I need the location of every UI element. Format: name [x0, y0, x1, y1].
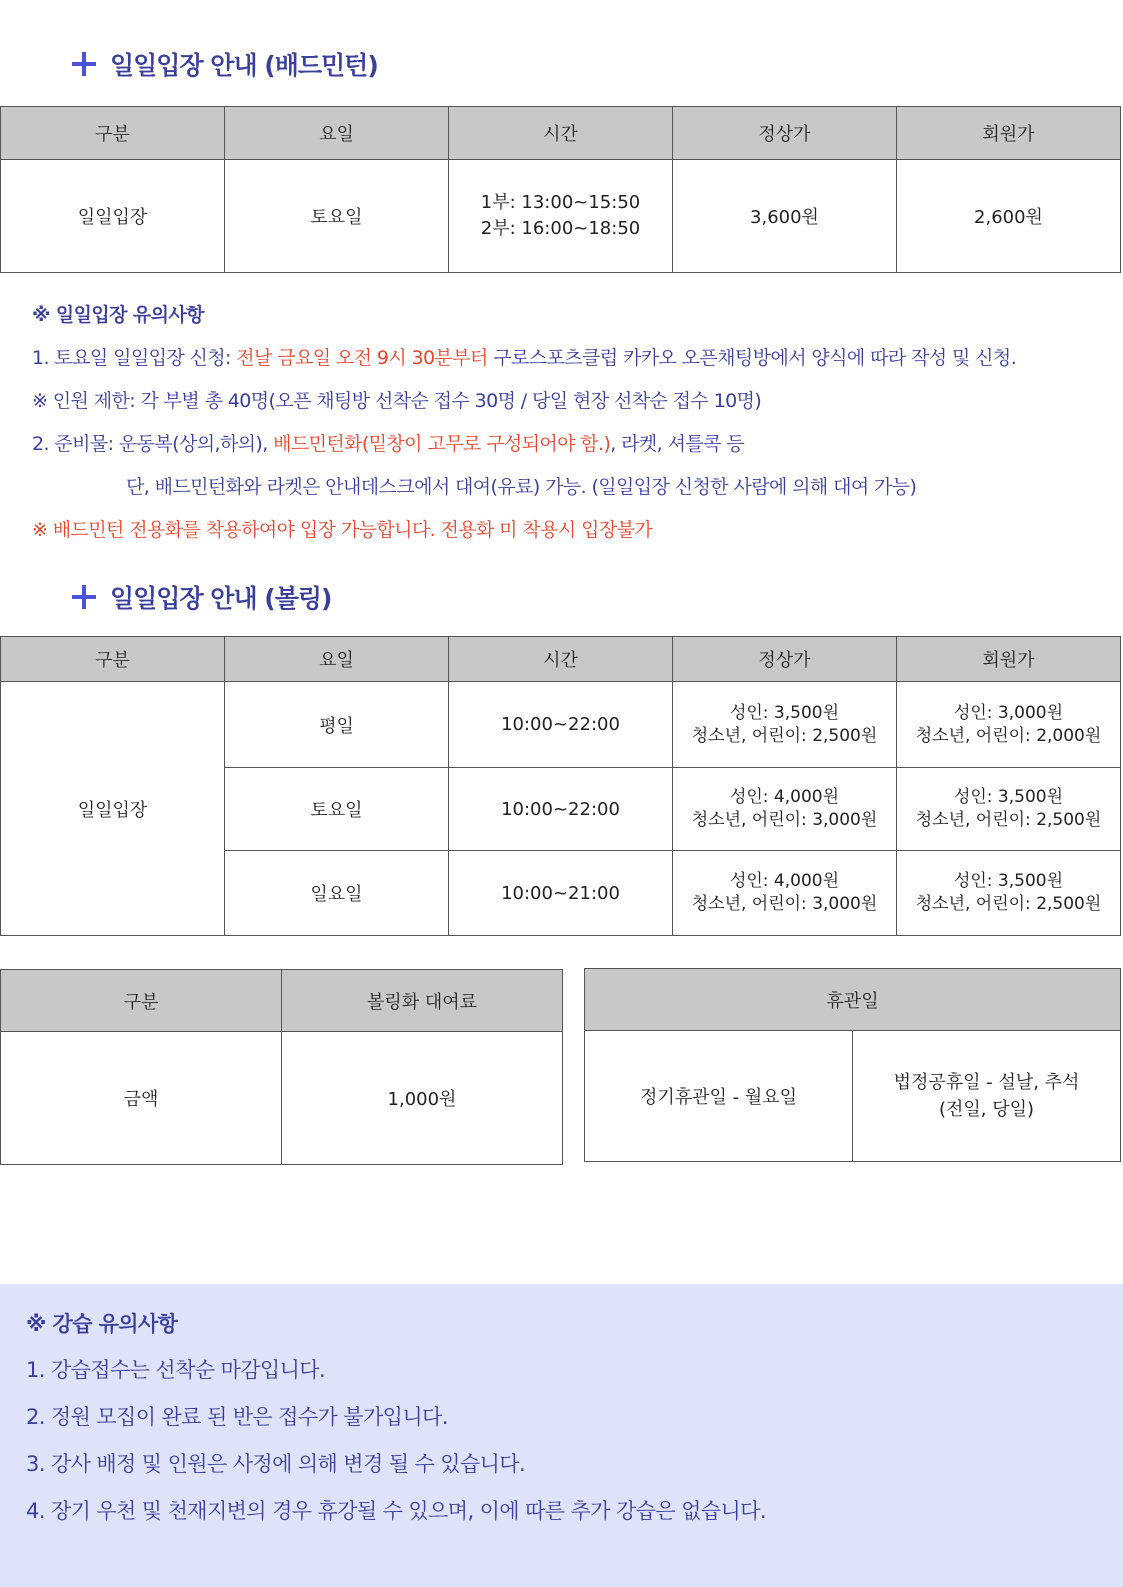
adult-price: 성인: 3,500원 [729, 702, 840, 723]
table-row [585, 1031, 1121, 1162]
category-cell: 일일입장 [1, 682, 225, 936]
adult-price: 성인: 3,500원 [953, 871, 1064, 891]
regular-closed-day: 정기휴관일 - 월요일 [585, 1031, 853, 1162]
header-day: 요일 [225, 107, 449, 160]
youth-price: 청소년, 어린이: 2,000원 [915, 725, 1102, 746]
category-cell: 일일입장 [1, 160, 225, 273]
badminton-section-title [72, 46, 378, 82]
note-equipment [32, 429, 744, 456]
header-regular-price: 정상가 [673, 107, 897, 160]
amount-value: 1,000원 [282, 1032, 563, 1165]
time-cell: 10:00~22:00 [449, 768, 673, 851]
day-cell: 평일 [225, 682, 449, 768]
table-row [1, 1032, 563, 1165]
time-cell: 10:00~22:00 [449, 682, 673, 768]
member-price-cell [897, 851, 1121, 936]
header-category: 구분 [1, 970, 282, 1032]
header-closed-days: 휴관일 [585, 969, 1121, 1031]
adult-price: 성인: 3,000원 [953, 702, 1064, 723]
bowling-section-title [72, 579, 331, 615]
note-equipment-shoes: 배드민턴화(밑창이 고무로 구성되어야 함.) [273, 433, 611, 455]
note-shoes-warning: ※ 배드민턴 전용화를 착용하여야 입장 가능합니다. 전용화 미 착용시 입장불가 [32, 519, 653, 541]
header-time: 시간 [449, 107, 673, 160]
adult-price: 성인: 4,000원 [729, 871, 840, 891]
youth-price: 청소년, 어린이: 2,500원 [915, 810, 1102, 830]
badminton-table [0, 106, 1121, 273]
table-row [1, 160, 1121, 273]
notes-heading: ※ 일일입장 유의사항 [32, 304, 204, 326]
header-category: 구분 [1, 637, 225, 682]
plus-icon [72, 52, 96, 76]
table-header-row [585, 969, 1121, 1031]
youth-price: 청소년, 어린이: 2,500원 [915, 894, 1102, 914]
note-application-prefix: 1. 토요일 일일입장 신청: [32, 347, 237, 369]
bowling-title: 일일입장 안내 (볼링) [110, 584, 332, 613]
header-shoe-rental-fee: 볼링화 대여료 [282, 970, 563, 1032]
adult-price: 성인: 4,000원 [729, 787, 840, 807]
member-price-cell [897, 768, 1121, 851]
regular-price-cell [673, 768, 897, 851]
note-application [32, 343, 1016, 370]
holiday-days: (전일, 당일) [938, 1099, 1035, 1120]
note-capacity: ※ 인원 제한: 각 부별 총 40명(오픈 채팅방 선착순 접수 30명 / 당일 현장 선착순 접수 10명) [32, 390, 762, 412]
bowling-table [0, 636, 1121, 936]
time-cell [449, 160, 673, 273]
table-row [1, 682, 1121, 768]
plus-icon [72, 585, 96, 609]
note-application-suffix: 구로스포츠클럽 카카오 오픈채팅방에서 양식에 따라 작성 및 신청. [487, 347, 1017, 369]
note-application-time: 전날 금요일 오전 9시 30분부터 [236, 347, 488, 369]
regular-price-cell [673, 682, 897, 768]
header-regular-price: 정상가 [673, 637, 897, 682]
header-member-price: 회원가 [897, 637, 1121, 682]
session-2-time: 2부: 16:00~18:50 [480, 218, 641, 239]
session-1-time: 1부: 13:00~15:50 [480, 192, 641, 213]
youth-price: 청소년, 어린이: 3,000원 [691, 810, 878, 830]
day-cell: 토요일 [225, 768, 449, 851]
table-header-row [1, 107, 1121, 160]
lecture-heading: ※ 강습 유의사항 [26, 1312, 178, 1336]
member-price-cell: 2,600원 [897, 160, 1121, 273]
member-price-cell [897, 682, 1121, 768]
header-member-price: 회원가 [897, 107, 1121, 160]
note-equipment-suffix: , 라켓, 셔틀콕 등 [610, 433, 745, 455]
table-header-row [1, 637, 1121, 682]
day-cell: 일요일 [225, 851, 449, 936]
holiday-closed-day [853, 1031, 1121, 1162]
lecture-note-item: 2. 정원 모집이 완료 된 반은 접수가 불가입니다. [26, 1405, 448, 1429]
amount-label: 금액 [1, 1032, 282, 1165]
header-day: 요일 [225, 637, 449, 682]
lecture-note-item: 3. 강사 배정 및 인원은 사정에 의해 변경 될 수 있습니다. [26, 1452, 526, 1476]
day-cell: 토요일 [225, 160, 449, 273]
table-header-row [1, 970, 563, 1032]
header-time: 시간 [449, 637, 673, 682]
holiday-names: 법정공휴일 - 설날, 추석 [893, 1072, 1080, 1093]
badminton-title: 일일입장 안내 (배드민턴) [110, 51, 378, 80]
regular-price-cell: 3,600원 [673, 160, 897, 273]
note-rental: 단, 배드민턴화와 라켓은 안내데스크에서 대여(유료) 가능. (일일입장 신청한 사람에 의해 대여 가능) [126, 476, 917, 498]
shoe-rental-table [0, 969, 563, 1165]
adult-price: 성인: 3,500원 [953, 787, 1064, 807]
regular-price-cell [673, 851, 897, 936]
lecture-note-item: 4. 장기 우천 및 천재지변의 경우 휴강될 수 있으며, 이에 따른 추가 강습은 없습니다. [26, 1499, 766, 1523]
note-equipment-prefix: 2. 준비물: 운동복(상의,하의), [32, 433, 274, 455]
header-category: 구분 [1, 107, 225, 160]
lecture-notes-panel [0, 1284, 1123, 1587]
lecture-note-item: 1. 강습접수는 선착순 마감입니다. [26, 1358, 326, 1382]
youth-price: 청소년, 어린이: 2,500원 [691, 725, 878, 746]
youth-price: 청소년, 어린이: 3,000원 [691, 894, 878, 914]
closed-days-table [584, 968, 1121, 1162]
time-cell: 10:00~21:00 [449, 851, 673, 936]
